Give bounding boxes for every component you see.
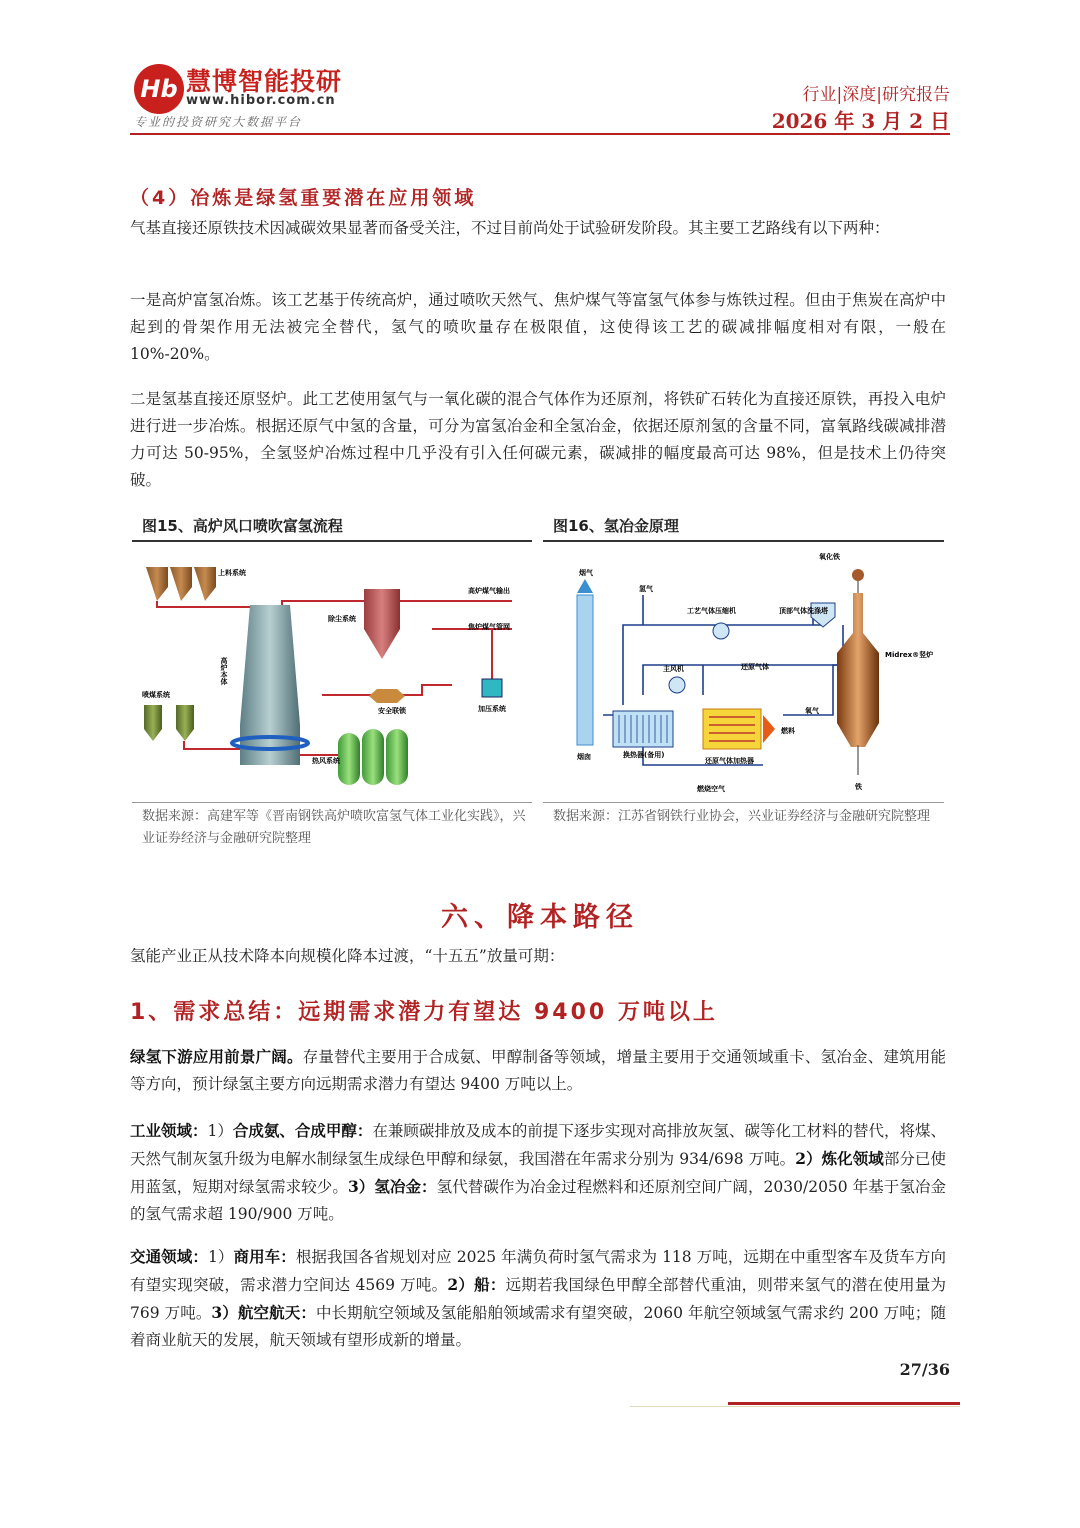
paragraph bbox=[130, 1043, 946, 1098]
label-air: 燃烧空气 bbox=[697, 785, 725, 793]
bold-lead: 绿氢下游应用前景广阔。 bbox=[130, 1047, 303, 1066]
report-date: 2026 年 3 月 2 日 bbox=[771, 109, 950, 133]
paragraph bbox=[130, 1117, 946, 1228]
bold-term: 商用车： bbox=[233, 1247, 296, 1266]
bold-term: 炼化领域 bbox=[821, 1149, 884, 1168]
label-fuel: 燃料 bbox=[781, 727, 795, 735]
figure-divider bbox=[543, 540, 944, 542]
paragraph: 氢能产业正从技术降本向规模化降本过渡，“十五五”放量可期： bbox=[130, 947, 565, 965]
brand-name: 慧博智能投研 bbox=[186, 67, 343, 96]
label-hot-air: 热风系统 bbox=[312, 757, 340, 765]
bold-term: 氢冶金： bbox=[374, 1177, 437, 1196]
label-scrubber: 顶部气体洗涤塔 bbox=[779, 607, 828, 615]
text: 1） bbox=[207, 1122, 233, 1140]
label-o2: 氧气 bbox=[805, 707, 819, 715]
brand-logo: Hb bbox=[134, 64, 184, 114]
label-furnace: 高炉本体 bbox=[220, 657, 228, 685]
header-divider bbox=[130, 133, 950, 135]
text: 存量替代主要用于合成氨、甲醇制备等领域，增量主要用于交通领域重卡、氢冶金、建筑用能等方向，预计绿氢主要方向远期需求潜力有望达 9400 万吨以上。 bbox=[130, 1048, 946, 1093]
subsection-heading: 1、需求总结：远期需求潜力有望达 9400 万吨以上 bbox=[130, 1000, 718, 1025]
bold-term: 航空航天： bbox=[237, 1303, 316, 1322]
label-reducing: 还原气体 bbox=[741, 663, 769, 671]
label-blower: 主风机 bbox=[663, 665, 684, 673]
label-iron: 铁 bbox=[855, 783, 862, 791]
brand-slogan: 专业的投资研究大数据平台 bbox=[134, 115, 303, 129]
paragraph: 气基直接还原铁技术因减碳效果显著而备受关注，不过目前尚处于试验研发阶段。其主要工艺路线有以下两种： bbox=[130, 219, 890, 237]
brand-url[interactable]: www.hibor.com.cn bbox=[186, 93, 336, 108]
pressure-unit bbox=[482, 679, 502, 697]
bold-term: 3） bbox=[211, 1303, 238, 1322]
text: 氢代替碳作为冶金过程燃料和还原剂空间广阔，2030/2050 年基于氢冶金的氢气需求超 190/900 万吨。 bbox=[130, 1178, 946, 1223]
text: 远期若我国绿色甲醇全部替代重油，则带来氢气的潜在使用量为 769 万吨。 bbox=[130, 1276, 946, 1322]
midrex-shaft-furnace bbox=[837, 593, 879, 747]
bold-lead: 工业领域： bbox=[130, 1121, 208, 1140]
figure-divider bbox=[132, 802, 532, 803]
label-coal: 喷煤系统 bbox=[142, 691, 170, 699]
text: 在兼顾碳排放及成本的前提下逐步实现对高排放灰氢、碳等化工材料的替代，将煤、天然气制灰氢升级为电解水制绿氢生成绿色甲醇和绿氨，我国潜在年需求分别为 934/698 万吨。 bbox=[130, 1122, 946, 1168]
dust-catcher bbox=[364, 589, 400, 659]
chapter-heading: 六、降本路径 bbox=[441, 902, 639, 933]
report-type: 行业|深度|研究报告 bbox=[802, 85, 950, 105]
paragraph bbox=[130, 1243, 946, 1354]
paragraph: 二是氢基直接还原竖炉。此工艺使用氢气与一氧化碳的混合气体作为还原剂，将铁矿石转化为直接还原铁，再投入电炉进行进一步冶炼。根据还原气中氢的含量，可分为富氢冶金和全氢冶金，依据还原剂氢的含量不同，富氧路线碳减排潜力可达 50-95%，全氢竖炉冶炼过程中几乎没有引入任何碳元素，碳减排的幅度最高可达 98%，但是技术上仍待突破。 bbox=[130, 390, 946, 489]
footer-accent bbox=[728, 1402, 960, 1405]
text: 部分已使用蓝氢，短期对绿氢需求较少。 bbox=[130, 1150, 946, 1196]
bold-term: 3） bbox=[347, 1177, 375, 1196]
label-chimney: 烟囱 bbox=[577, 753, 591, 761]
label-midrex: Midrex®竖炉 bbox=[885, 651, 934, 659]
label-pipe: 焦炉煤气管网 bbox=[468, 623, 510, 631]
bold-term: 2） bbox=[447, 1275, 475, 1294]
label-gas-out: 高炉煤气输出 bbox=[468, 587, 510, 595]
label-iron-ore: 氧化铁 bbox=[819, 553, 840, 561]
figure-divider bbox=[132, 540, 532, 542]
feed-bins bbox=[146, 567, 216, 601]
label-flue: 烟气 bbox=[579, 569, 593, 577]
figure-title: 图15、高炉风口喷吹富氢流程 bbox=[142, 517, 343, 535]
blast-furnace bbox=[240, 605, 300, 765]
reducing-gas-heater bbox=[703, 709, 761, 749]
text: 根据我国各省规划对应 2025 年满负荷时氢气需求为 118 万吨，远期在中重型客车及货车方向有望实现突破，需求潜力空间达 4569 万吨。 bbox=[130, 1248, 946, 1294]
label-compressor: 工艺气体压缩机 bbox=[687, 607, 736, 615]
figure-source: 数据来源：江苏省钢铁行业协会，兴业证券经济与金融研究院整理 bbox=[553, 809, 931, 824]
blast-furnace-diagram bbox=[132, 545, 532, 799]
label-heater: 还原气体加热器 bbox=[705, 757, 754, 765]
text: 1） bbox=[207, 1248, 234, 1266]
bold-term: 船： bbox=[474, 1275, 506, 1294]
label-h2: 氢气 bbox=[639, 585, 653, 593]
label-dust: 除尘系统 bbox=[328, 615, 356, 623]
label-hx: 换热器(备用) bbox=[623, 751, 665, 759]
bold-term: 合成氨、合成甲醇： bbox=[232, 1121, 373, 1140]
paragraph: 一是高炉富氢冶炼。该工艺基于传统高炉，通过喷吹天然气、焦炉煤气等富氢气体参与炼铁过程。但由于焦炭在高炉中起到的骨架作用无法被完全替代，氢气的喷吹量存在极限值，这使得该工艺的碳减排幅度相对有限，一般在 10%-20%。 bbox=[130, 291, 946, 363]
safety-interlock bbox=[369, 689, 405, 703]
figure-divider bbox=[543, 802, 944, 803]
text: 中长期航空领域及氢能船舶领域需求有望突破，2060 年航空领域氢气需求约 200 万吨；随着商业航天的发展，航天领域有望形成新的增量。 bbox=[130, 1304, 946, 1349]
label-feed: 上料系统 bbox=[218, 569, 246, 577]
figure-title: 图16、氢冶金原理 bbox=[553, 517, 679, 535]
bold-term: 2） bbox=[795, 1149, 822, 1168]
figure-source: 数据来源：高建军等《晋南钢铁高炉喷吹富氢气体工业化实践》，兴业证券经济与金融研究院整理 bbox=[142, 809, 526, 846]
label-safety: 安全联锁 bbox=[378, 707, 406, 715]
chimney bbox=[577, 595, 593, 745]
label-pressure: 加压系统 bbox=[478, 705, 506, 713]
bold-lead: 交通领域： bbox=[130, 1247, 208, 1266]
page-number: 27/36 bbox=[899, 1360, 950, 1379]
section-heading: （4）冶炼是绿氢重要潜在应用领域 bbox=[130, 187, 477, 209]
hot-stoves bbox=[338, 729, 408, 785]
footer-divider bbox=[630, 1406, 960, 1407]
hydrogen-metallurgy-diagram bbox=[543, 545, 944, 799]
